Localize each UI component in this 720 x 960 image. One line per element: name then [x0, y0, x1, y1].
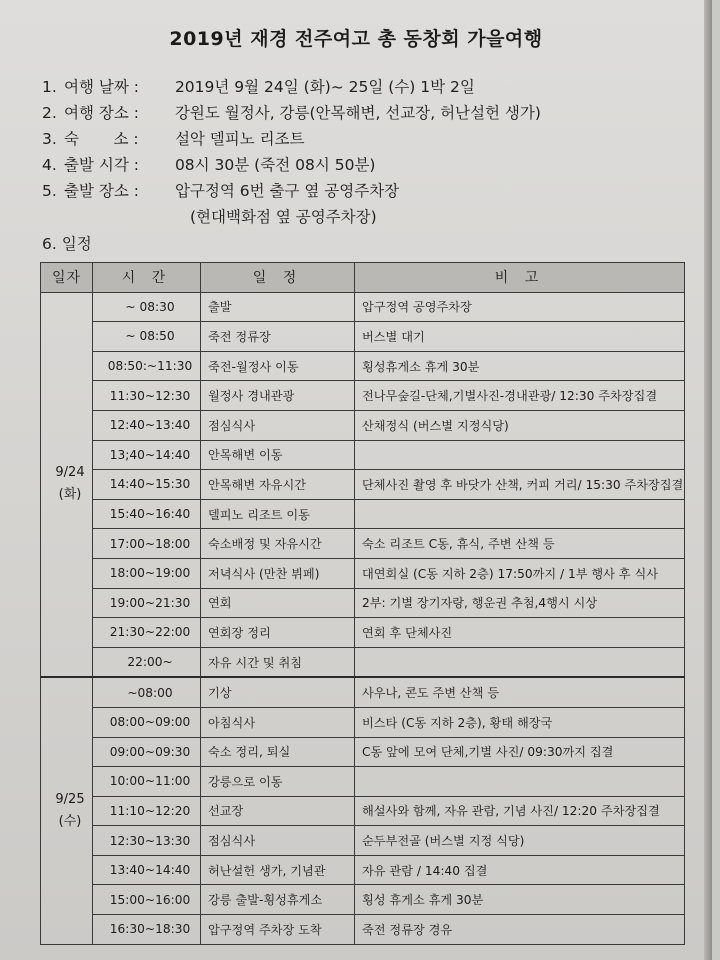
info-number: 3.: [42, 130, 57, 148]
header-event: 일 정: [201, 263, 355, 293]
time-cell: 11:30~12:30: [93, 381, 201, 411]
event-cell: 델피노 리조트 이동: [201, 499, 355, 529]
event-cell: 강릉 출발-횡성휴게소: [201, 885, 355, 915]
table-row: [41, 796, 685, 826]
day-cell: [41, 292, 93, 677]
time-cell: ~ 08:50: [93, 322, 201, 352]
time-cell: 18:00~19:00: [93, 558, 201, 588]
info-label: 출발 장소 :: [64, 182, 139, 200]
time-cell: 08:50:~11:30: [93, 351, 201, 381]
info-departure-place-note: (현대백화점 옆 공영주차장): [190, 208, 377, 226]
info-place: [42, 100, 541, 126]
table-row: [41, 440, 685, 470]
table-row: [41, 588, 685, 618]
note-cell: 숙소 리조트 C동, 휴식, 주변 산책 등: [355, 529, 685, 559]
event-cell: 연회: [201, 588, 355, 618]
event-cell: 죽전 정류장: [201, 322, 355, 352]
time-cell: 19:00~21:30: [93, 588, 201, 618]
time-cell: 12:30~13:30: [93, 826, 201, 856]
info-label: 출발 시각 :: [64, 156, 139, 174]
event-cell: 저녁식사 (만찬 뷔페): [201, 558, 355, 588]
info-value: 압구정역 6번 출구 옆 공영주차장: [174, 182, 400, 200]
table-row: [41, 885, 685, 915]
note-cell: 순두부전골 (버스별 지정 식당): [355, 826, 685, 856]
event-cell: 점심식사: [201, 410, 355, 440]
note-cell: 횡성 휴게소 휴게 30분: [355, 885, 685, 915]
event-cell: 출발: [201, 292, 355, 322]
event-cell: 숙소배정 및 자유시간: [201, 529, 355, 559]
day-weekday: (화): [58, 487, 82, 503]
table-row: [41, 529, 685, 559]
time-cell: 22:00~: [93, 647, 201, 677]
note-cell: 단체사진 촬영 후 바닷가 산책, 커피 거리/ 15:30 주차장집결: [355, 470, 685, 500]
table-row: [41, 618, 685, 648]
info-departure-place: [42, 178, 541, 204]
day-weekday: (수): [58, 813, 82, 829]
schedule-table: [40, 262, 685, 945]
note-cell: [355, 767, 685, 797]
table-row: [41, 322, 685, 352]
table-row: [41, 292, 685, 322]
table-row: [41, 737, 685, 767]
info-value: 2019년 9월 24일 (화)~ 25일 (수) 1박 2일: [174, 78, 475, 96]
event-cell: 안목해변 이동: [201, 440, 355, 470]
note-cell: 2부: 기별 장기자랑, 행운권 추첨,4행시 시상: [355, 588, 685, 618]
note-cell: 전나무숲길-단체,기별사진-경내관광/ 12:30 주차장집결: [355, 381, 685, 411]
time-cell: 14:40~15:30: [93, 470, 201, 500]
time-cell: 15:00~16:00: [93, 885, 201, 915]
time-cell: 09:00~09:30: [93, 737, 201, 767]
note-cell: 대연회실 (C동 지하 2층) 17:50까지 / 1부 행사 후 식사: [355, 558, 685, 588]
event-cell: 안목해변 자유시간: [201, 470, 355, 500]
table-row: [41, 351, 685, 381]
table-row: [41, 499, 685, 529]
event-cell: 연회장 정리: [201, 618, 355, 648]
time-cell: 13:40~14:40: [93, 855, 201, 885]
info-label: 숙 소 :: [64, 130, 139, 148]
note-cell: 비스타 (C동 지하 2층), 황태 해장국: [355, 707, 685, 737]
note-cell: [355, 499, 685, 529]
document-title: 2019년 재경 전주여고 총 동창회 가을여행: [169, 28, 543, 50]
schedule-body: [41, 292, 685, 944]
note-cell: 산채정식 (버스별 지정식당): [355, 410, 685, 440]
note-cell: 해설사와 함께, 자유 관람, 기념 사진/ 12:20 주차장집결: [355, 796, 685, 826]
header-date: 일자: [41, 263, 93, 293]
header-note: 비 고: [355, 263, 685, 293]
info-number: 4.: [42, 156, 57, 174]
note-cell: 횡성휴게소 휴게 30분: [355, 351, 685, 381]
event-cell: 기상: [201, 677, 355, 707]
time-cell: 15:40~16:40: [93, 499, 201, 529]
time-cell: 08:00~09:00: [93, 707, 201, 737]
info-value: 강원도 월정사, 강릉(안목해변, 선교장, 허난설헌 생가): [174, 104, 541, 122]
time-cell: 17:00~18:00: [93, 529, 201, 559]
day-date: 9/24: [55, 465, 85, 481]
note-cell: C동 앞에 모여 단체,기별 사진/ 09:30까지 집결: [355, 737, 685, 767]
table-row: [41, 647, 685, 677]
time-cell: 11:10~12:20: [93, 796, 201, 826]
time-cell: ~08:00: [93, 677, 201, 707]
event-cell: 허난설헌 생가, 기념관: [201, 855, 355, 885]
event-cell: 선교장: [201, 796, 355, 826]
event-cell: 월정사 경내관광: [201, 381, 355, 411]
table-row: [41, 855, 685, 885]
event-cell: 죽전-월정사 이동: [201, 351, 355, 381]
table-row: [41, 826, 685, 856]
table-row: [41, 558, 685, 588]
table-row: [41, 381, 685, 411]
event-cell: 압구정역 주차장 도착: [201, 915, 355, 945]
time-cell: 10:00~11:00: [93, 767, 201, 797]
table-row: [41, 767, 685, 797]
event-cell: 숙소 정리, 퇴실: [201, 737, 355, 767]
note-cell: 죽전 정류장 경유: [355, 915, 685, 945]
trip-info-list: [42, 74, 541, 230]
note-cell: 자유 관람 / 14:40 집결: [355, 855, 685, 885]
note-cell: 버스별 대기: [355, 322, 685, 352]
info-departure-time: [42, 152, 541, 178]
event-cell: 점심식사: [201, 826, 355, 856]
info-number: 2.: [42, 104, 57, 122]
info-number: 5.: [42, 182, 57, 200]
table-row: [41, 915, 685, 945]
time-cell: 12:40~13:40: [93, 410, 201, 440]
table-row: [41, 677, 685, 707]
note-cell: 사우나, 콘도 주변 산책 등: [355, 677, 685, 707]
info-number: 1.: [42, 78, 57, 96]
time-cell: 21:30~22:00: [93, 618, 201, 648]
info-date: [42, 74, 541, 100]
day-cell: [41, 677, 93, 944]
note-cell: 연회 후 단체사진: [355, 618, 685, 648]
time-cell: ~ 08:30: [93, 292, 201, 322]
day-date: 9/25: [55, 791, 85, 807]
info-lodging: [42, 126, 541, 152]
table-row: [41, 707, 685, 737]
note-cell: [355, 647, 685, 677]
event-cell: 강릉으로 이동: [201, 767, 355, 797]
schedule-heading: 6. 일정: [42, 235, 92, 253]
page-edge: [704, 0, 712, 960]
time-cell: 16:30~18:30: [93, 915, 201, 945]
table-row: [41, 410, 685, 440]
info-value: 설악 델피노 리조트: [174, 130, 305, 148]
info-label: 여행 장소 :: [64, 104, 139, 122]
header-time: 시 간: [93, 263, 201, 293]
table-header-row: [41, 263, 685, 293]
note-cell: [355, 440, 685, 470]
event-cell: 자유 시간 및 취침: [201, 647, 355, 677]
info-value: 08시 30분 (죽전 08시 50분): [174, 156, 376, 174]
note-cell: 압구정역 공영주차장: [355, 292, 685, 322]
info-label: 여행 날짜 :: [64, 78, 139, 96]
table-row: [41, 470, 685, 500]
time-cell: 13;40~14:40: [93, 440, 201, 470]
event-cell: 아침식사: [201, 707, 355, 737]
